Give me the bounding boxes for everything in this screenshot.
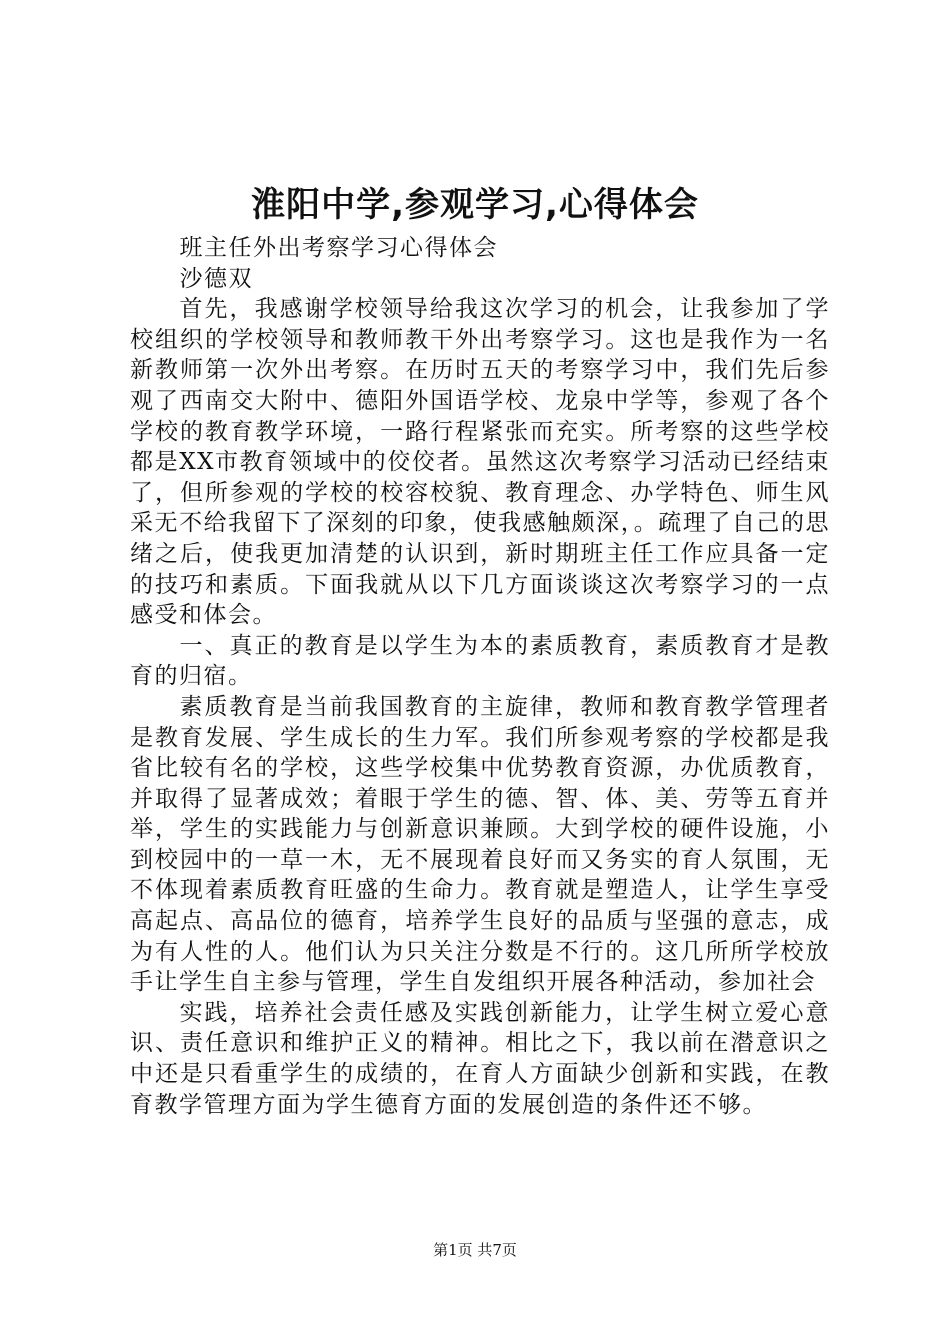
page-footer: 第1页 共7页 (433, 1241, 517, 1259)
subtitle-line: 班主任外出考察学习心得体会 (179, 235, 498, 261)
section-heading: 一、真正的教育是以学生为本的素质教育，素质教育才是教育的归宿。 (130, 632, 830, 690)
document-body (130, 233, 830, 1120)
author-line: 沙德双 (179, 265, 253, 292)
paragraph: 首先，我感谢学校领导给我这次学习的机会，让我参加了学校组织的学校领导和教师教干外出考察学习。这也是我作为一名新教师第一次外出考察。在历时五天的考察学习中，我们先后参观了西南交大附中、德阳外国语学校、龙泉中学等，参观了各个学校的教育教学环境，一路行程紧张而充实。所考察的这些学校都是XX市教育领域中的佼佼者。虽然这次考察学习活动已经结束了，但所参观的学校的校容校貌、教育理念、办学特色、师生风采无不给我留下了深刻的印象，使我感触颇深，。疏理了自己的思绪之后，使我更加清楚的认识到，新时期班主任工作应具备一定的技巧和素质。下面我就从以下几方面谈谈这次考察学习的一点感受和体会。 (130, 296, 830, 629)
paragraph: 实践，培养社会责任感及实践创新能力，让学生树立爱心意识、责任意识和维护正义的精神。相比之下，我以前在潜意识之中还是只看重学生的成绩的，在育人方面缺少创新和实践，在教育教学管理方面为学生德育方面的发展创造的条件还不够。 (130, 999, 830, 1118)
paragraph: 素质教育是当前我国教育的主旋律，教师和教育教学管理者是教育发展、学生成长的生力军。我们所参观考察的学校都是我省比较有名的学校，这些学校集中优势教育资源，办优质教育，并取得了显著成效；着眼于学生的德、智、体、美、劳等五育并举，学生的实践能力与创新意识兼顾。大到学校的硬件设施，小到校园中的一草一木，无不展现着良好而又务实的育人氛围，无不体现着素质教育旺盛的生命力。教育就是塑造人，让学生享受高起点、高品位的德育，培养学生良好的品质与坚强的意志，成为有人性的人。他们认为只关注分数是不行的。这几所所学校放手让学生自主参与管理，学生自发组织开展各种活动，参加社会 (130, 693, 830, 996)
document-title: 淮阳中学,参观学习,心得体会 (251, 185, 699, 225)
